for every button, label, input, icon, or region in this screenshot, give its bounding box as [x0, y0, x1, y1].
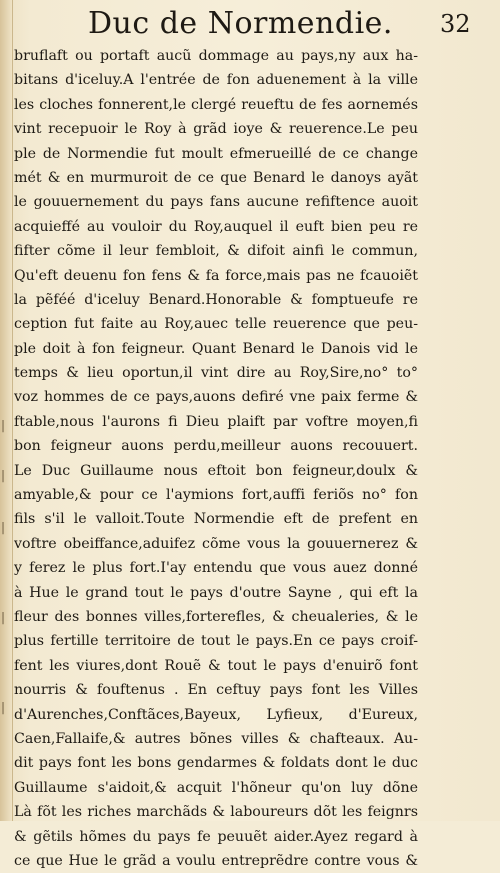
running-title: Duc de Normendie. — [88, 6, 393, 41]
text-line: ple de Normendie fut moult efmerueillé de ce change — [14, 145, 418, 162]
text-block — [14, 44, 418, 873]
text-line: à Hue le grand tout le pays d'outre Sayne , qui eft la — [14, 584, 418, 601]
margin-mark: | — [1, 700, 6, 714]
gutter-margin — [0, 0, 13, 821]
text-line: la pẽféé d'iceluy Benard.Honorable & fomptueufe re — [14, 291, 418, 308]
text-line: ception fut faite au Roy,auec telle reuerence que peu- — [14, 316, 418, 333]
text-line: temps & lieu oportun,il vint dire au Roy,Sire,no° to° — [14, 365, 418, 382]
text-line: ce que Hue le grãd a voulu entreprẽdre contre vous & — [14, 852, 418, 869]
text-line: Là fõt les riches marchãds & laboureurs dõt les feignrs — [14, 804, 418, 821]
margin-mark: | — [1, 468, 6, 482]
text-line: fleur des bonnes villes,forterefles, & cheualeries, & le — [14, 608, 418, 625]
text-line: y ferez le plus fort.I'ay entendu que vous auez donné — [14, 560, 418, 577]
text-line: voz hommes de ce pays,auons defiré vne paix ferme & — [14, 389, 418, 406]
page-number: 32 — [440, 10, 471, 38]
text-line: nourris & fouftenus . En ceftuy pays font les Villes — [14, 682, 418, 699]
running-header — [0, 6, 500, 42]
text-line: acquieffé au vouloir du Roy,auquel il euft bien peu re — [14, 218, 418, 235]
text-line: amyable,& pour ce l'aymions fort,auffi feriõs no° fon — [14, 487, 418, 504]
text-line: vint recepuoir le Roy à grãd ioye & reuerence.Le peu — [14, 121, 418, 138]
text-line: mét & en murmuroit de ce que Benard le danoys ayãt — [14, 169, 418, 186]
text-line: fent les viures,dont Rouẽ & tout le pays d'enuirõ font — [14, 657, 418, 674]
text-line: bitans d'iceluy.A l'entrée de fon aduenement à la ville — [14, 72, 418, 89]
text-line: bruflaft ou portaft aucũ dommage au pays,ny aux ha- — [14, 48, 418, 64]
text-line: ftable,nous l'aurons fi Dieu plaift par voftre moyen,fi — [14, 413, 418, 430]
text-line: fils s'il le valloit.Toute Normendie eft de prefent en — [14, 511, 418, 528]
margin-mark: | — [1, 610, 6, 624]
text-line: Guillaume s'aidoit,& acquit l'hõneur qu'on luy dõne — [14, 779, 418, 796]
text-line: Caen,Fallaife,& autres bõnes villes & chafteaux. Au- — [14, 730, 418, 747]
text-line: les cloches fonnerent,le clergé reueftu de fes aornemés — [14, 96, 418, 113]
text-line: & gẽtils hõmes du pays fe peuuẽt aider.Ayez regard à — [14, 828, 418, 845]
text-line: dit pays font les bons gendarmes & foldats dont le duc — [14, 755, 418, 772]
text-line: le gouuernement du pays fans aucune refiftence auoit — [14, 194, 418, 211]
margin-mark: | — [1, 520, 6, 534]
text-line: Le Duc Guillaume nous eftoit bon feigneur,doulx & — [14, 462, 418, 479]
text-line: ple doit à fon feigneur. Quant Benard le Danois vid le — [14, 340, 418, 357]
text-line: plus fertille territoire de tout le pays.En ce pays croif- — [14, 633, 418, 650]
text-line: Qu'eft deuenu fon fens & fa force,mais pas ne fcauoiẽt — [14, 267, 418, 284]
text-line: bon feigneur auons perdu,meilleur auons recouuert. — [14, 438, 418, 455]
text-line: d'Aurenches,Conftãces,Bayeux, Lyfieux, d'Eureux, — [14, 706, 418, 723]
text-line: voftre obeiffance,aduifez cõme vous la gouuernerez & — [14, 535, 418, 552]
margin-mark: | — [1, 418, 6, 432]
text-line: fifter cõme il leur fembloit, & difoit ainfi le commun, — [14, 243, 418, 260]
